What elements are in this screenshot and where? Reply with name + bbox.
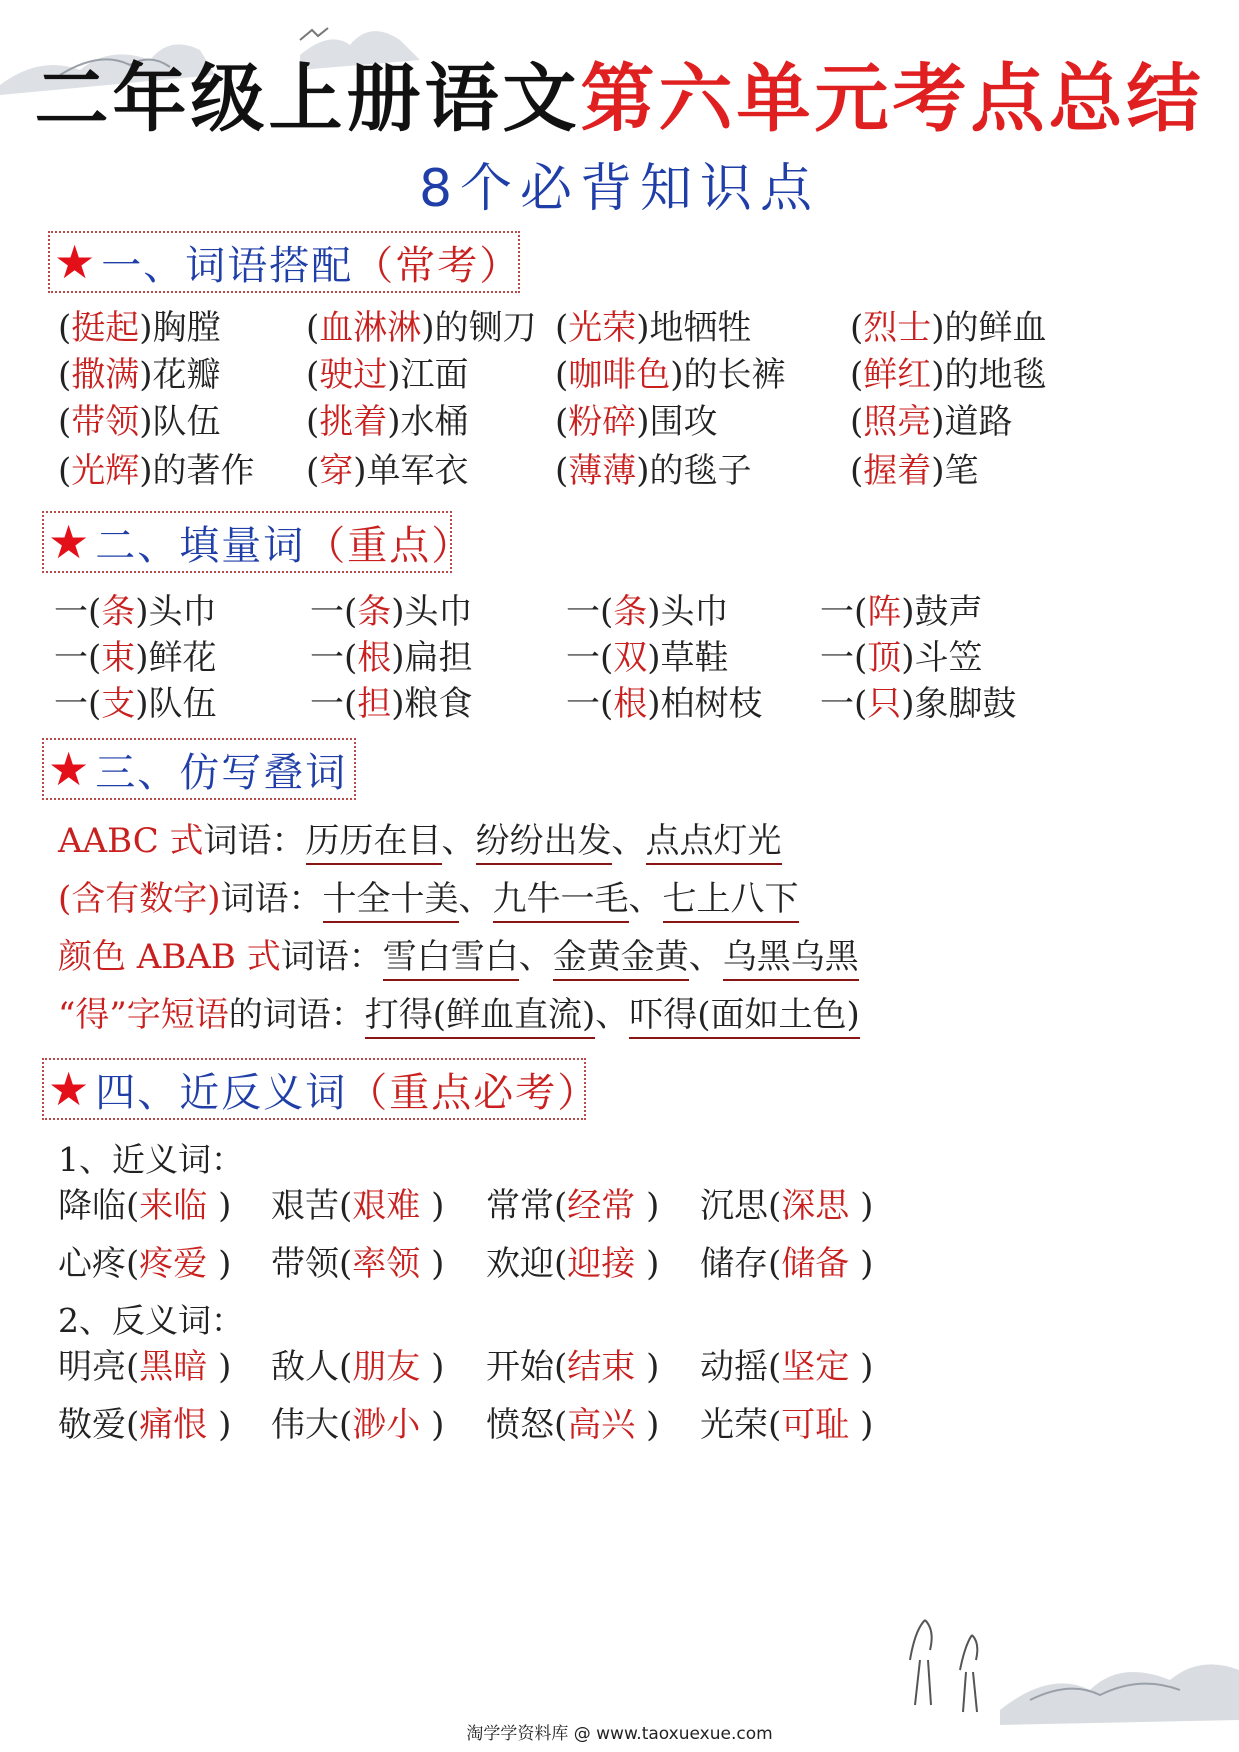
item-answer: 血淋淋 [319, 308, 422, 348]
list-item [566, 635, 729, 681]
item-prefix: 一( [566, 684, 614, 724]
paren: ( [554, 1405, 568, 1445]
item-suffix: )头巾 [135, 592, 217, 632]
list-item [820, 635, 983, 681]
section-title: 四、近反义词 [95, 1069, 348, 1116]
word: 敬爱 [58, 1405, 126, 1445]
item-prefix: ( [850, 451, 864, 491]
list-item [820, 589, 983, 635]
word-pair [486, 1344, 659, 1390]
item-answer: 阵 [867, 592, 902, 632]
paren: ( [126, 1347, 140, 1387]
word: 明亮 [58, 1347, 126, 1387]
paren: ) [420, 1186, 445, 1226]
section-tag: （常考） [353, 242, 522, 289]
example-word: 金黄金黄 [553, 937, 689, 981]
list-item [850, 399, 1013, 445]
word: 带领 [271, 1244, 339, 1284]
item-suffix: )围攻 [636, 402, 718, 442]
word-pair [700, 1183, 873, 1229]
measure-row [54, 681, 1219, 727]
paren: ) [635, 1186, 660, 1226]
item-answer: 担 [357, 684, 392, 724]
item-answer: 握着 [863, 451, 932, 491]
separator: 、 [441, 821, 476, 861]
item-prefix: 一( [310, 684, 358, 724]
list-item [58, 305, 221, 351]
item-answer: 驶过 [319, 355, 388, 395]
item-prefix: ( [306, 355, 320, 395]
paren: ( [339, 1347, 353, 1387]
star-icon: ★ [48, 1062, 92, 1116]
item-suffix: )的鲜血 [931, 308, 1047, 348]
item-suffix: )队伍 [135, 684, 217, 724]
list-item [555, 399, 718, 445]
word-pair [58, 1183, 231, 1229]
word-answer: 渺小 [352, 1405, 421, 1445]
list-item [850, 352, 1047, 398]
list-item [306, 352, 469, 398]
item-prefix: ( [555, 402, 569, 442]
item-suffix: )胸膛 [139, 308, 221, 348]
item-answer: 支 [101, 684, 136, 724]
word: 动摇 [700, 1347, 768, 1387]
word: 储存 [700, 1244, 768, 1284]
paren: ( [339, 1405, 353, 1445]
list-item [54, 681, 217, 727]
list-item [54, 589, 217, 635]
collocation-row [58, 399, 1219, 445]
example-word: 历历在目 [306, 821, 442, 865]
example-word: 十全十美 [323, 879, 459, 923]
item-prefix: ( [555, 451, 569, 491]
measure-row [54, 635, 1219, 681]
list-item [850, 448, 979, 494]
paren: ) [849, 1347, 874, 1387]
word-answer: 经常 [567, 1186, 636, 1226]
item-suffix: )花瓣 [139, 355, 221, 395]
page-subtitle: 8个必背知识点 [418, 159, 821, 219]
item-prefix: ( [306, 451, 320, 491]
item-answer: 穿 [319, 451, 354, 491]
word: 沉思 [700, 1186, 768, 1226]
list-item [58, 352, 221, 398]
word-pair [700, 1241, 873, 1287]
item-answer: 条 [613, 592, 648, 632]
antonym-row [58, 1402, 1219, 1448]
item-answer: 鲜红 [863, 355, 932, 395]
item-suffix: )江面 [387, 355, 469, 395]
example-word: 乌黑乌黑 [723, 937, 859, 981]
word-answer: 结束 [567, 1347, 636, 1387]
item-answer: 根 [357, 638, 392, 678]
item-answer: 挑着 [319, 402, 388, 442]
paren: ( [126, 1244, 140, 1284]
item-prefix: 一( [566, 638, 614, 678]
item-answer: 薄薄 [568, 451, 637, 491]
item-answer: 只 [867, 684, 902, 724]
list-item [310, 681, 473, 727]
example-word: 打得(鲜血直流) [365, 995, 596, 1039]
word-pair [486, 1402, 659, 1448]
item-suffix: )笔 [931, 451, 979, 491]
paren: ) [635, 1405, 660, 1445]
title-black: 二年级上册语文 [34, 56, 581, 142]
item-suffix: )头巾 [647, 592, 729, 632]
separator: 、 [595, 995, 630, 1035]
word: 常常 [486, 1186, 554, 1226]
list-item [58, 448, 255, 494]
synonym-row [58, 1241, 1219, 1287]
paren: ( [554, 1186, 568, 1226]
word-answer: 艰难 [352, 1186, 421, 1226]
item-suffix: )象脚鼓 [901, 684, 1017, 724]
item-suffix: )斗笠 [901, 638, 983, 678]
list-item [555, 305, 752, 351]
item-prefix: 一( [310, 592, 358, 632]
list-item [566, 589, 729, 635]
word: 欢迎 [486, 1244, 554, 1284]
separator: 、 [628, 879, 663, 919]
item-prefix: ( [555, 355, 569, 395]
word-answer: 坚定 [781, 1347, 850, 1387]
item-answer: 咖啡色 [568, 355, 671, 395]
item-prefix: ( [58, 402, 72, 442]
section-tag: （重点必考） [347, 1069, 600, 1116]
paren: ( [126, 1405, 140, 1445]
item-prefix: ( [306, 402, 320, 442]
line-label: 词语： [280, 937, 383, 977]
antonyms-label: 2、反义词： [58, 1301, 244, 1340]
word-answer: 深思 [781, 1186, 850, 1226]
word: 心疼 [58, 1244, 126, 1284]
star-icon: ★ [48, 515, 92, 569]
paren: ( [339, 1186, 353, 1226]
page-title [0, 56, 1239, 142]
list-item [306, 399, 469, 445]
list-item [310, 635, 473, 681]
item-answer: 双 [613, 638, 648, 678]
item-suffix: )的长裤 [670, 355, 786, 395]
item-prefix: ( [850, 355, 864, 395]
word: 光荣 [700, 1405, 768, 1445]
item-suffix: )的著作 [139, 451, 255, 491]
paren: ) [849, 1186, 874, 1226]
item-prefix: 一( [820, 592, 868, 632]
line-prefix: AABC 式 [58, 821, 204, 861]
word: 愤怒 [486, 1405, 554, 1445]
section-heading-reduplication [42, 738, 356, 800]
item-suffix: )鼓声 [901, 592, 983, 632]
word-pair [271, 1344, 444, 1390]
item-answer: 挺起 [71, 308, 140, 348]
line-label: 词语： [203, 821, 306, 861]
word: 伟大 [271, 1405, 339, 1445]
list-item [555, 352, 786, 398]
item-answer: 粉碎 [568, 402, 637, 442]
example-word: 雪白雪白 [383, 937, 519, 981]
item-prefix: ( [850, 308, 864, 348]
item-answer: 烈士 [863, 308, 932, 348]
item-suffix: )地牺牲 [636, 308, 752, 348]
paren: ( [768, 1186, 782, 1226]
measure-row [54, 589, 1219, 635]
star-icon: ★ [48, 742, 92, 796]
word-pair [486, 1183, 659, 1229]
paren: ( [126, 1186, 140, 1226]
collocation-row [58, 305, 1219, 351]
item-answer: 顶 [867, 638, 902, 678]
item-answer: 带领 [71, 402, 140, 442]
line-prefix: “得”字短语 [58, 995, 229, 1035]
paren: ( [554, 1347, 568, 1387]
example-word: 九牛一毛 [493, 879, 629, 923]
paren: ( [768, 1244, 782, 1284]
item-suffix: )扁担 [391, 638, 473, 678]
section-heading-measure-words [42, 511, 474, 573]
item-suffix: )鲜花 [135, 638, 217, 678]
word-answer: 黑暗 [139, 1347, 208, 1387]
ink-mountain-decoration-bottom [880, 1600, 1239, 1730]
word: 开始 [486, 1347, 554, 1387]
item-prefix: 一( [54, 638, 102, 678]
item-suffix: )头巾 [391, 592, 473, 632]
list-item [850, 305, 1047, 351]
example-word: 纷纷出发 [476, 821, 612, 865]
item-suffix: )的地毯 [931, 355, 1047, 395]
paren: ) [849, 1244, 874, 1284]
word-pair [271, 1183, 444, 1229]
word-answer: 痛恨 [139, 1405, 208, 1445]
line-label: 词语： [220, 879, 323, 919]
example-word: 吓得(面如土色) [629, 995, 860, 1039]
word-pair [700, 1402, 873, 1448]
paren: ( [768, 1347, 782, 1387]
word-answer: 疼爱 [139, 1244, 208, 1284]
list-item [310, 589, 473, 635]
word-answer: 来临 [139, 1186, 208, 1226]
paren: ) [635, 1244, 660, 1284]
list-item [306, 305, 537, 351]
synonyms-label: 1、近义词： [58, 1140, 244, 1179]
item-suffix: )水桶 [387, 402, 469, 442]
paren: ) [635, 1347, 660, 1387]
line-prefix: 颜色 ABAB 式 [58, 937, 281, 977]
word-pair [700, 1344, 873, 1390]
word-answer: 迎接 [567, 1244, 636, 1284]
word-answer: 高兴 [567, 1405, 636, 1445]
item-suffix: )道路 [931, 402, 1013, 442]
paren: ) [207, 1186, 232, 1226]
reduplication-line [58, 993, 860, 1037]
section-title: 二、填量词 [95, 522, 306, 569]
footer-watermark: 淘学学资料库 @ www.taoxuexue.com [466, 1724, 773, 1744]
list-item [555, 448, 752, 494]
item-answer: 根 [613, 684, 648, 724]
item-prefix: ( [555, 308, 569, 348]
line-prefix: (含有数字) [58, 879, 221, 919]
example-word: 七上八下 [663, 879, 799, 923]
separator: 、 [611, 821, 646, 861]
item-prefix: 一( [820, 638, 868, 678]
list-item [306, 448, 469, 494]
item-answer: 条 [357, 592, 392, 632]
paren: ( [339, 1244, 353, 1284]
word-pair [486, 1241, 659, 1287]
reduplication-line [58, 819, 782, 863]
paren: ( [554, 1244, 568, 1284]
item-suffix: )的铡刀 [421, 308, 537, 348]
section-heading-synonyms-antonyms [42, 1058, 600, 1120]
section-heading-collocation [48, 231, 520, 293]
word: 降临 [58, 1186, 126, 1226]
paren: ) [207, 1405, 232, 1445]
item-prefix: ( [850, 402, 864, 442]
section-title: 一、词语搭配 [101, 242, 354, 289]
paren: ) [420, 1244, 445, 1284]
paren: ) [207, 1244, 232, 1284]
word-pair [58, 1402, 231, 1448]
item-prefix: 一( [566, 592, 614, 632]
item-prefix: ( [306, 308, 320, 348]
separator: 、 [458, 879, 493, 919]
paren: ) [849, 1405, 874, 1445]
word-answer: 储备 [781, 1244, 850, 1284]
paren: ) [420, 1347, 445, 1387]
word-answer: 朋友 [352, 1347, 421, 1387]
item-answer: 束 [101, 638, 136, 678]
item-suffix: )队伍 [139, 402, 221, 442]
word-answer: 可耻 [781, 1405, 850, 1445]
list-item [566, 681, 763, 727]
item-prefix: 一( [54, 592, 102, 632]
item-answer: 条 [101, 592, 136, 632]
item-suffix: )柏树枝 [647, 684, 763, 724]
item-prefix: 一( [310, 638, 358, 678]
item-suffix: )粮食 [391, 684, 473, 724]
item-answer: 撒满 [71, 355, 140, 395]
word-pair [58, 1344, 231, 1390]
word-pair [271, 1402, 444, 1448]
item-prefix: 一( [820, 684, 868, 724]
paren: ) [420, 1405, 445, 1445]
item-answer: 光荣 [568, 308, 637, 348]
item-prefix: ( [58, 451, 72, 491]
star-icon: ★ [54, 235, 98, 289]
item-suffix: )的毯子 [636, 451, 752, 491]
word-answer: 率领 [352, 1244, 421, 1284]
paren: ( [768, 1405, 782, 1445]
title-red: 第六单元考点总结 [580, 56, 1205, 142]
item-answer: 照亮 [863, 402, 932, 442]
line-label: 的词语： [228, 995, 365, 1035]
example-word: 点点灯光 [646, 821, 782, 865]
collocation-row [58, 352, 1219, 398]
item-suffix: )单军衣 [353, 451, 469, 491]
list-item [820, 681, 1017, 727]
synonym-row [58, 1183, 1219, 1229]
reduplication-line [58, 935, 859, 979]
separator: 、 [688, 937, 723, 977]
item-suffix: )草鞋 [647, 638, 729, 678]
reduplication-line [58, 877, 799, 921]
separator: 、 [518, 937, 553, 977]
list-item [54, 635, 217, 681]
collocation-row [58, 448, 1219, 494]
item-prefix: ( [58, 355, 72, 395]
item-prefix: ( [58, 308, 72, 348]
section-title: 三、仿写叠词 [95, 749, 348, 796]
word: 敌人 [271, 1347, 339, 1387]
section-tag: （重点） [305, 522, 474, 569]
paren: ) [207, 1347, 232, 1387]
antonym-row [58, 1344, 1219, 1390]
item-prefix: 一( [54, 684, 102, 724]
item-answer: 光辉 [71, 451, 140, 491]
list-item [58, 399, 221, 445]
word-pair [271, 1241, 444, 1287]
word-pair [58, 1241, 231, 1287]
word: 艰苦 [271, 1186, 339, 1226]
